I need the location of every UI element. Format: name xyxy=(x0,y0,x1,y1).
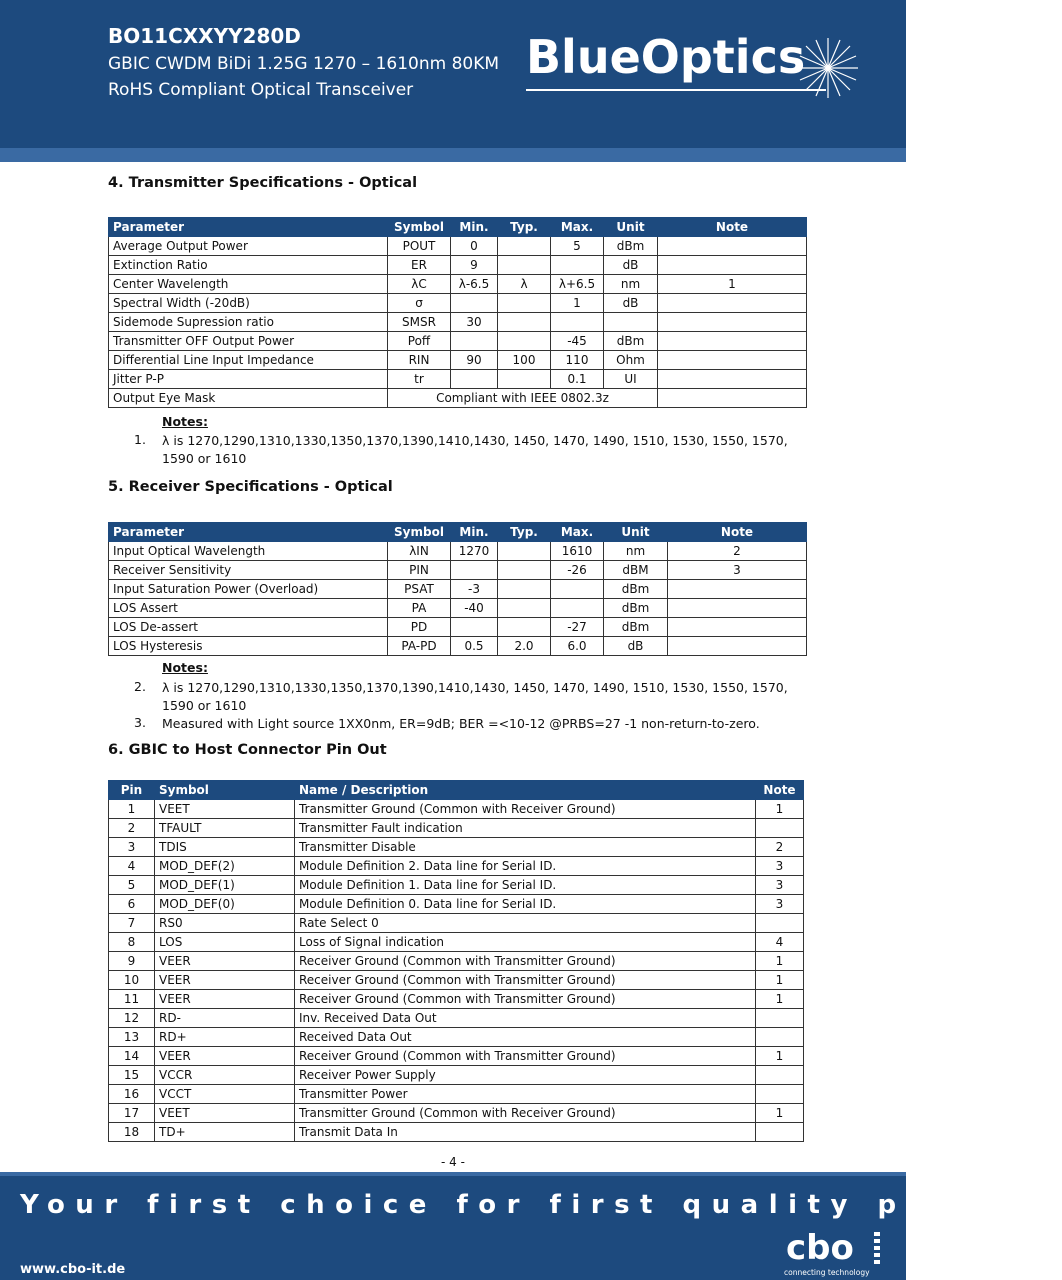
table-cell: 9 xyxy=(451,256,498,275)
table-cell: SMSR xyxy=(388,313,451,332)
table-cell xyxy=(658,294,807,313)
table-cell: -27 xyxy=(551,618,604,637)
table-cell: 1 xyxy=(756,1047,804,1066)
table-cell xyxy=(658,237,807,256)
column-header: Note xyxy=(658,218,807,237)
table-cell xyxy=(756,1085,804,1104)
table-cell xyxy=(451,561,498,580)
rx-spec-table xyxy=(108,522,807,656)
table-cell: dB xyxy=(604,637,668,656)
footer-banner xyxy=(0,1172,1062,1280)
table-cell: Transmitter Power xyxy=(295,1085,756,1104)
column-header: Note xyxy=(756,781,804,800)
table-cell xyxy=(658,389,807,408)
table-row xyxy=(109,1066,804,1085)
table-cell: Compliant with IEEE 0802.3z xyxy=(388,389,658,408)
table-cell: dBm xyxy=(604,618,668,637)
note-text: λ is 1270,1290,1310,1330,1350,1370,1390,1410,1430, 1450, 1470, 1490, 1510, 1530, 1550, 1570, 1590 or 1610 xyxy=(162,680,788,713)
table-cell xyxy=(551,580,604,599)
brand-logo: BlueOptics xyxy=(526,30,806,84)
table-cell: 3 xyxy=(756,857,804,876)
table-cell: Receiver Ground (Common with Transmitter Ground) xyxy=(295,990,756,1009)
table-cell: LOS Hysteresis xyxy=(109,637,388,656)
table-cell: Rate Select 0 xyxy=(295,914,756,933)
table-cell: 12 xyxy=(109,1009,155,1028)
starburst-icon xyxy=(796,36,860,100)
tx-spec-table xyxy=(108,217,807,408)
table-row xyxy=(109,1085,804,1104)
note-text: Measured with Light source 1XX0nm, ER=9dB; BER =<10-12 @PRBS=27 -1 non-return-to-zero. xyxy=(162,716,760,731)
table-cell: 100 xyxy=(498,351,551,370)
table-cell: TD+ xyxy=(155,1123,295,1142)
table-cell: Loss of Signal indication xyxy=(295,933,756,952)
table-cell: dB xyxy=(604,256,658,275)
table-cell: POUT xyxy=(388,237,451,256)
table-cell: VEER xyxy=(155,1047,295,1066)
table-cell xyxy=(668,580,807,599)
table-cell: 9 xyxy=(109,952,155,971)
table-cell: Module Definition 1. Data line for Serial ID. xyxy=(295,876,756,895)
column-header: Pin xyxy=(109,781,155,800)
table-row xyxy=(109,1028,804,1047)
table-row xyxy=(109,1123,804,1142)
table-cell: σ xyxy=(388,294,451,313)
table-cell: 8 xyxy=(109,933,155,952)
table-cell: 4 xyxy=(109,857,155,876)
table-row xyxy=(109,294,807,313)
table-cell xyxy=(604,313,658,332)
column-header: Unit xyxy=(604,218,658,237)
table-cell: dBm xyxy=(604,237,658,256)
table-cell: 13 xyxy=(109,1028,155,1047)
table-cell: MOD_DEF(0) xyxy=(155,895,295,914)
column-header: Unit xyxy=(604,523,668,542)
table-cell: Receiver Power Supply xyxy=(295,1066,756,1085)
table-cell: Receiver Ground (Common with Transmitter Ground) xyxy=(295,971,756,990)
table-cell: PIN xyxy=(388,561,451,580)
table-row xyxy=(109,389,807,408)
table-cell: RIN xyxy=(388,351,451,370)
table-cell: 2 xyxy=(756,838,804,857)
note-number: 1. xyxy=(134,432,146,447)
table-row xyxy=(109,313,807,332)
table-cell xyxy=(498,256,551,275)
table-row xyxy=(109,952,804,971)
table-cell: Receiver Sensitivity xyxy=(109,561,388,580)
table-cell: TFAULT xyxy=(155,819,295,838)
table-cell: PD xyxy=(388,618,451,637)
table-cell: PA xyxy=(388,599,451,618)
column-header: Min. xyxy=(451,523,498,542)
table-cell: 3 xyxy=(756,895,804,914)
table-cell: Receiver Ground (Common with Transmitter Ground) xyxy=(295,952,756,971)
note-text: λ is 1270,1290,1310,1330,1350,1370,1390,1410,1430, 1450, 1470, 1490, 1510, 1530, 1550, 1570, 1590 or 1610 xyxy=(162,433,788,466)
table-cell: 5 xyxy=(551,237,604,256)
product-code: BO11CXXYY280D xyxy=(108,24,301,48)
tx-section-title: 4. Transmitter Specifications - Optical xyxy=(108,175,418,191)
table-cell: dBm xyxy=(604,580,668,599)
header-banner xyxy=(0,0,906,162)
table-cell xyxy=(551,313,604,332)
table-cell: Input Optical Wavelength xyxy=(109,542,388,561)
table-cell xyxy=(756,1123,804,1142)
table-cell: tr xyxy=(388,370,451,389)
table-cell: Ohm xyxy=(604,351,658,370)
table-cell xyxy=(756,819,804,838)
table-cell: Average Output Power xyxy=(109,237,388,256)
table-cell xyxy=(658,313,807,332)
table-cell: dBM xyxy=(604,561,668,580)
table-cell: 1 xyxy=(551,294,604,313)
table-cell: VCCT xyxy=(155,1085,295,1104)
table-cell xyxy=(498,313,551,332)
table-row xyxy=(109,857,804,876)
table-cell: 2.0 xyxy=(498,637,551,656)
table-cell: 1610 xyxy=(551,542,604,561)
table-cell: Module Definition 0. Data line for Serial ID. xyxy=(295,895,756,914)
table-cell: VEER xyxy=(155,952,295,971)
column-header: Max. xyxy=(551,218,604,237)
table-cell: 10 xyxy=(109,971,155,990)
table-cell: Transmitter Disable xyxy=(295,838,756,857)
table-cell: Inv. Received Data Out xyxy=(295,1009,756,1028)
table-cell: 11 xyxy=(109,990,155,1009)
table-header-row xyxy=(109,218,807,237)
brand-underline xyxy=(526,89,826,91)
header-stripe xyxy=(0,148,906,162)
table-row xyxy=(109,599,807,618)
pinout-table xyxy=(108,780,804,1142)
table-row xyxy=(109,332,807,351)
table-cell xyxy=(498,332,551,351)
table-cell: MOD_DEF(2) xyxy=(155,857,295,876)
table-row xyxy=(109,1047,804,1066)
table-cell xyxy=(658,332,807,351)
table-cell: 5 xyxy=(109,876,155,895)
table-cell: 0.5 xyxy=(451,637,498,656)
table-cell: ER xyxy=(388,256,451,275)
table-cell: 14 xyxy=(109,1047,155,1066)
table-cell: λ-6.5 xyxy=(451,275,498,294)
table-cell: Module Definition 2. Data line for Serial ID. xyxy=(295,857,756,876)
table-cell: 6 xyxy=(109,895,155,914)
table-cell xyxy=(658,351,807,370)
table-cell: 18 xyxy=(109,1123,155,1142)
table-cell: λ xyxy=(498,275,551,294)
note-number: 3. xyxy=(134,715,146,730)
table-cell xyxy=(498,542,551,561)
table-row xyxy=(109,351,807,370)
table-row xyxy=(109,838,804,857)
table-cell xyxy=(498,237,551,256)
table-cell xyxy=(668,618,807,637)
table-cell: nm xyxy=(604,542,668,561)
table-cell xyxy=(551,256,604,275)
table-cell: 1270 xyxy=(451,542,498,561)
table-cell: λIN xyxy=(388,542,451,561)
table-cell: PA-PD xyxy=(388,637,451,656)
column-header: Parameter xyxy=(109,523,388,542)
table-cell: Jitter P-P xyxy=(109,370,388,389)
table-cell: RD+ xyxy=(155,1028,295,1047)
table-cell: Receiver Ground (Common with Transmitter Ground) xyxy=(295,1047,756,1066)
table-cell: dBm xyxy=(604,599,668,618)
table-cell: Transmitter Fault indication xyxy=(295,819,756,838)
table-cell: RD- xyxy=(155,1009,295,1028)
table-cell xyxy=(668,599,807,618)
table-row xyxy=(109,819,804,838)
table-cell: 90 xyxy=(451,351,498,370)
table-cell: Differential Line Input Impedance xyxy=(109,351,388,370)
table-row xyxy=(109,914,804,933)
table-cell: Center Wavelength xyxy=(109,275,388,294)
table-cell: Transmitter Ground (Common with Receiver Ground) xyxy=(295,800,756,819)
column-header: Min. xyxy=(451,218,498,237)
table-row xyxy=(109,561,807,580)
table-cell: TDIS xyxy=(155,838,295,857)
cbo-logo: cbo xyxy=(786,1228,854,1268)
table-cell xyxy=(756,1066,804,1085)
table-cell: 6.0 xyxy=(551,637,604,656)
table-cell: 1 xyxy=(756,952,804,971)
footer-slogan: Your first choice for first quality prodcts xyxy=(20,1190,1062,1220)
column-header: Parameter xyxy=(109,218,388,237)
table-cell xyxy=(498,294,551,313)
table-cell xyxy=(498,580,551,599)
table-row xyxy=(109,580,807,599)
table-cell: -3 xyxy=(451,580,498,599)
table-cell: 3 xyxy=(668,561,807,580)
table-cell xyxy=(498,618,551,637)
table-cell: 16 xyxy=(109,1085,155,1104)
column-header: Typ. xyxy=(498,218,551,237)
table-cell: 3 xyxy=(756,876,804,895)
table-cell: Input Saturation Power (Overload) xyxy=(109,580,388,599)
table-cell: λ+6.5 xyxy=(551,275,604,294)
table-cell xyxy=(658,370,807,389)
table-cell: VEER xyxy=(155,971,295,990)
table-cell: nm xyxy=(604,275,658,294)
table-cell: Transmitter OFF Output Power xyxy=(109,332,388,351)
table-cell: 17 xyxy=(109,1104,155,1123)
cbo-tagline: connecting technology xyxy=(784,1268,870,1277)
table-cell: Received Data Out xyxy=(295,1028,756,1047)
table-cell xyxy=(658,256,807,275)
table-cell: 1 xyxy=(756,971,804,990)
table-row xyxy=(109,1009,804,1028)
product-subtitle: GBIC CWDM BiDi 1.25G 1270 – 1610nm 80KM xyxy=(108,54,500,74)
table-cell xyxy=(451,294,498,313)
table-cell: Extinction Ratio xyxy=(109,256,388,275)
table-cell: 110 xyxy=(551,351,604,370)
column-header: Name / Description xyxy=(295,781,756,800)
product-compliance: RoHS Compliant Optical Transceiver xyxy=(108,80,414,100)
table-row xyxy=(109,1104,804,1123)
table-cell xyxy=(756,914,804,933)
table-cell: -45 xyxy=(551,332,604,351)
table-header-row xyxy=(109,781,804,800)
table-row xyxy=(109,895,804,914)
table-row xyxy=(109,933,804,952)
table-cell xyxy=(668,637,807,656)
table-row xyxy=(109,990,804,1009)
table-cell: LOS De-assert xyxy=(109,618,388,637)
table-cell: 1 xyxy=(756,800,804,819)
table-cell: 1 xyxy=(756,990,804,1009)
table-cell: Transmitter Ground (Common with Receiver Ground) xyxy=(295,1104,756,1123)
table-row xyxy=(109,637,807,656)
table-cell: LOS Assert xyxy=(109,599,388,618)
column-header: Max. xyxy=(551,523,604,542)
table-row xyxy=(109,237,807,256)
table-row xyxy=(109,542,807,561)
table-cell: 0 xyxy=(451,237,498,256)
table-cell: Sidemode Supression ratio xyxy=(109,313,388,332)
table-row xyxy=(109,876,804,895)
table-row xyxy=(109,370,807,389)
table-cell: -40 xyxy=(451,599,498,618)
table-cell xyxy=(451,370,498,389)
table-cell xyxy=(756,1009,804,1028)
table-row xyxy=(109,256,807,275)
footer-stripe xyxy=(0,1172,906,1176)
column-header: Symbol xyxy=(388,218,451,237)
table-cell: dB xyxy=(604,294,658,313)
table-cell: MOD_DEF(1) xyxy=(155,876,295,895)
table-cell xyxy=(451,332,498,351)
note-number: 2. xyxy=(134,679,146,694)
table-cell xyxy=(498,599,551,618)
pinout-section-title: 6. GBIC to Host Connector Pin Out xyxy=(108,742,387,758)
table-row xyxy=(109,618,807,637)
table-cell xyxy=(498,561,551,580)
table-cell xyxy=(451,618,498,637)
table-cell: Output Eye Mask xyxy=(109,389,388,408)
table-cell: Transmit Data In xyxy=(295,1123,756,1142)
table-header-row xyxy=(109,523,807,542)
tx-notes-label: Notes: xyxy=(162,414,208,429)
table-cell: -26 xyxy=(551,561,604,580)
table-cell: dBm xyxy=(604,332,658,351)
table-cell: UI xyxy=(604,370,658,389)
table-cell: 30 xyxy=(451,313,498,332)
table-cell: λC xyxy=(388,275,451,294)
column-header: Typ. xyxy=(498,523,551,542)
table-cell: PSAT xyxy=(388,580,451,599)
table-cell: 1 xyxy=(109,800,155,819)
table-cell: LOS xyxy=(155,933,295,952)
table-cell: 4 xyxy=(756,933,804,952)
table-cell: 3 xyxy=(109,838,155,857)
footer-url[interactable]: www.cbo-it.de xyxy=(20,1262,126,1277)
table-cell: 15 xyxy=(109,1066,155,1085)
table-row xyxy=(109,971,804,990)
table-cell xyxy=(498,370,551,389)
table-row xyxy=(109,800,804,819)
table-cell: 7 xyxy=(109,914,155,933)
table-cell xyxy=(551,599,604,618)
table-cell: VEET xyxy=(155,1104,295,1123)
table-cell: VCCR xyxy=(155,1066,295,1085)
table-cell: RS0 xyxy=(155,914,295,933)
table-cell: 2 xyxy=(109,819,155,838)
table-cell: 0.1 xyxy=(551,370,604,389)
table-cell: 2 xyxy=(668,542,807,561)
column-header: Note xyxy=(668,523,807,542)
cbo-logo-dots-icon xyxy=(873,1232,883,1266)
table-cell: Spectral Width (-20dB) xyxy=(109,294,388,313)
column-header: Symbol xyxy=(388,523,451,542)
rx-section-title: 5. Receiver Specifications - Optical xyxy=(108,479,393,495)
table-cell: VEET xyxy=(155,800,295,819)
table-cell: Poff xyxy=(388,332,451,351)
rx-notes-label: Notes: xyxy=(162,660,208,675)
table-cell: 1 xyxy=(658,275,807,294)
table-row xyxy=(109,275,807,294)
page-number: - 4 - xyxy=(441,1155,465,1169)
table-cell: 1 xyxy=(756,1104,804,1123)
table-cell: VEER xyxy=(155,990,295,1009)
table-cell xyxy=(756,1028,804,1047)
column-header: Symbol xyxy=(155,781,295,800)
